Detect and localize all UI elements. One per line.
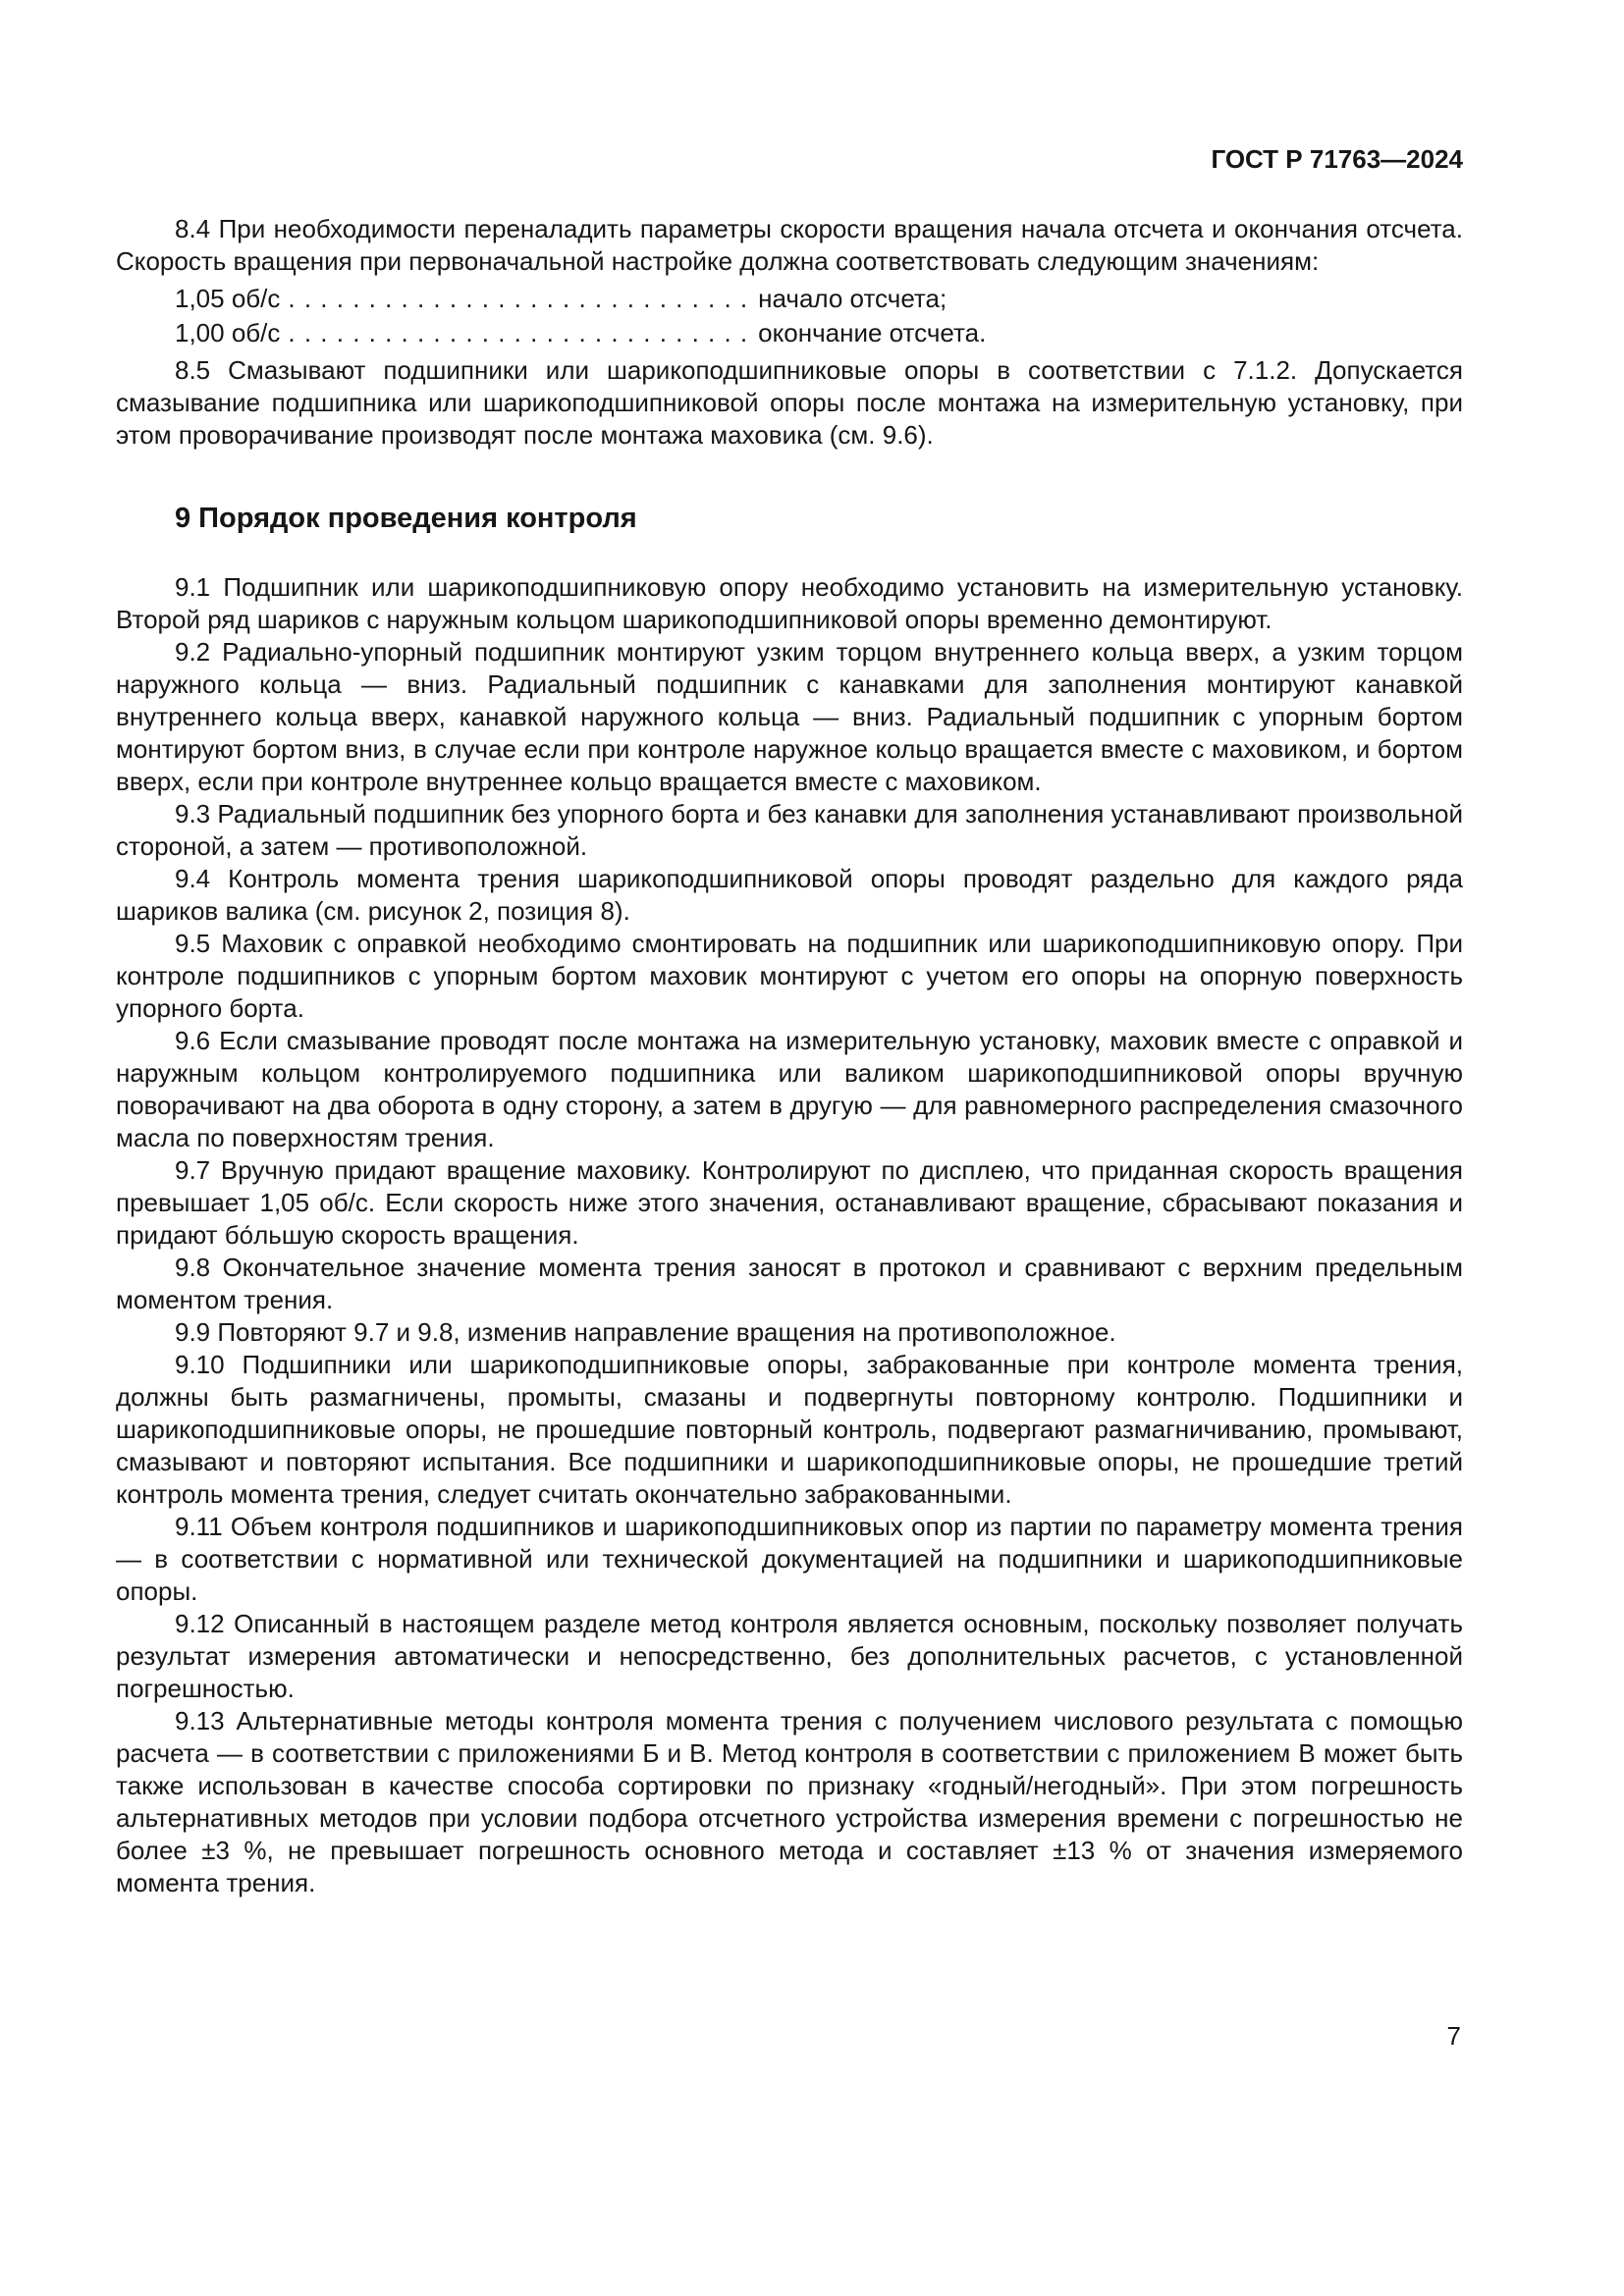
paragraph-9-6: 9.6 Если смазывание проводят после монтажа на измерительную установку, маховик вместе с оправкой и наружным кольцом контролируемого подшипника или валиком шарикоподшипниковой опоры вручную поворачивают на два оборота в одну сторону, а затем в другую — для равномерного распределения смазочного масла по поверхностям трения. xyxy=(116,1026,1463,1152)
speed-settings-list xyxy=(175,283,1463,349)
paragraph-9-8: 9.8 Окончательное значение момента трения заносят в протокол и сравнивают с верхним предельным моментом трения. xyxy=(116,1253,1463,1314)
dot-leader: . . . . . . . . . . . . . . . . . . . . . . . . . . . . . xyxy=(288,318,749,347)
document-body xyxy=(116,213,1463,1899)
paragraph-8-5: 8.5 Смазывают подшипники или шарикоподшипниковые опоры в соответствии с 7.1.2. Допускается смазывание подшипника или шарикоподшипниковой опоры после монтажа на измерительную установку, при этом проворачивание производят после монтажа маховика (см. 9.6). xyxy=(116,355,1463,450)
speed-label: окончание отсчета. xyxy=(758,318,987,347)
speed-setting-row-start xyxy=(175,283,1463,315)
paragraph-9-9: 9.9 Повторяют 9.7 и 9.8, изменив направление вращения на противоположное. xyxy=(175,1317,1116,1347)
paragraph-9-12: 9.12 Описанный в настоящем разделе метод контроля является основным, поскольку позволяет получать результат измерения автоматически и непосредственно, без дополнительных расчетов, с установленной погрешностью. xyxy=(116,1609,1463,1703)
document-number-header: ГОСТ Р 71763—2024 xyxy=(1211,144,1463,174)
paragraph-9-7: 9.7 Вручную придают вращение маховику. Контролируют по дисплею, что приданная скорость вращения превышает 1,05 об/с. Если скорость ниже этого значения, останавливают вращение, сбрасывают показания и придают бо́льшую скорость вращения. xyxy=(116,1155,1463,1250)
paragraph-9-11: 9.11 Объем контроля подшипников и шарикоподшипниковых опор из партии по параметру момента трения — в соответствии с нормативной или технической документацией на подшипники и шарикоподшипниковые опоры. xyxy=(116,1512,1463,1606)
section-9-heading: 9 Порядок проведения контроля xyxy=(175,503,637,534)
paragraph-9-3: 9.3 Радиальный подшипник без упорного борта и без канавки для заполнения устанавливают произвольной стороной, а затем — противоположной. xyxy=(116,799,1463,861)
paragraph-9-10: 9.10 Подшипники или шарикоподшипниковые опоры, забракованные при контроле момента трения, должны быть размагничены, промыты, смазаны и подвергнуты повторному контролю. Подшипники и шарикоподшипниковые опоры, не прошедшие повторный контроль, подвергают размагничиванию, промывают, смазывают и повторяют испытания. Все подшипники и шарикоподшипниковые опоры, не прошедшие третий контроль момента трения, следует считать окончательно забракованными. xyxy=(116,1350,1463,1509)
paragraph-9-13: 9.13 Альтернативные методы контроля момента трения с получением числового результата с помощью расчета — в соответствии с приложениями Б и В. Метод контроля в соответствии с приложением В может быть также использован в качестве способа сортировки по признаку «годный/негодный». При этом погрешность альтернативных методов при условии подбора отсчетного устройства измерения времени с погрешностью не более ±3 %, не превышает погрешность основного метода и составляет ±13 % от значения измеряемого момента трения. xyxy=(116,1706,1463,1897)
paragraph-9-1: 9.1 Подшипник или шарикоподшипниковую опору необходимо установить на измерительную установку. Второй ряд шариков с наружным кольцом шарикоподшипниковой опоры временно демонтируют. xyxy=(116,572,1463,634)
paragraph-9-4: 9.4 Контроль момента трения шарикоподшипниковой опоры проводят раздельно для каждого ряда шариков валика (см. рисунок 2, позиция 8). xyxy=(116,864,1463,926)
page-number: 7 xyxy=(1446,2021,1461,2051)
speed-value: 1,05 об/с xyxy=(175,284,281,313)
paragraph-9-2: 9.2 Радиально-упорный подшипник монтируют узким торцом внутреннего кольца вверх, а узким торцом наружного кольца — вниз. Радиальный подшипник с канавками для заполнения монтируют канавкой внутреннего кольца вверх, канавкой наружного кольца — вниз. Радиальный подшипник с упорным бортом монтируют бортом вниз, в случае если при контроле наружное кольцо вращается вместе с маховиком, и бортом вверх, если при контроле внутреннее кольцо вращается вместе с маховиком. xyxy=(116,637,1463,796)
speed-setting-row-end xyxy=(175,317,1463,349)
speed-value: 1,00 об/с xyxy=(175,318,281,347)
paragraph-9-5: 9.5 Маховик с оправкой необходимо смонтировать на подшипник или шарикоподшипниковую опору. При контроле подшипников с упорным бортом маховик монтируют с учетом его опоры на опорную поверхность упорного борта. xyxy=(116,929,1463,1023)
paragraph-8-4: 8.4 При необходимости переналадить параметры скорости вращения начала отсчета и окончания отсчета. Скорость вращения при первоначальной настройке должна соответствовать следующим значениям: xyxy=(116,214,1463,276)
speed-label: начало отсчета; xyxy=(758,284,947,313)
dot-leader: . . . . . . . . . . . . . . . . . . . . . . . . . . . . . xyxy=(288,284,749,313)
